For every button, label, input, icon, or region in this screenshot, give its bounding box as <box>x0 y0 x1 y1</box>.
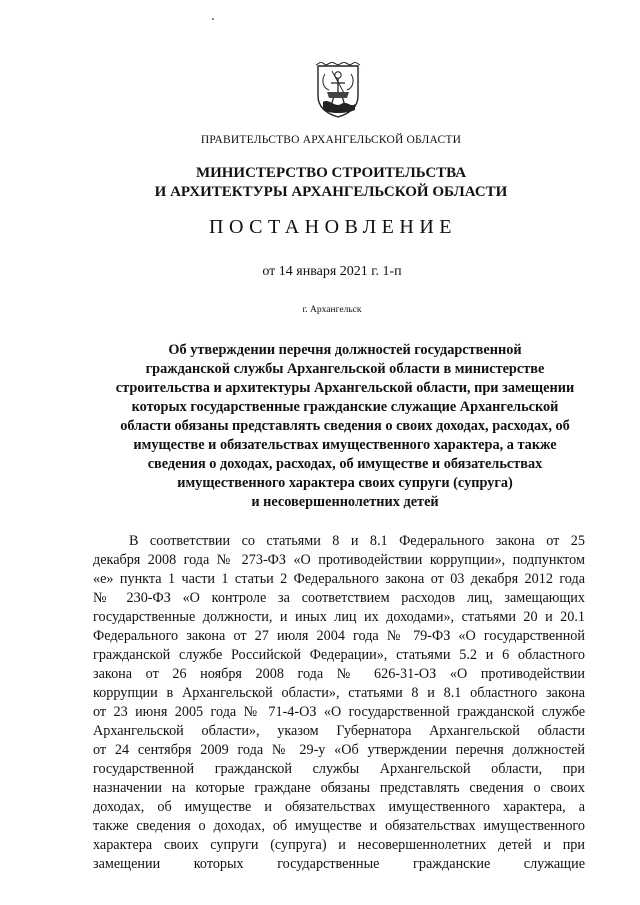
title-line: гражданской службы Архангельской области в министерстве <box>145 361 545 377</box>
body-line: от 23 июня 2005 года № 71-4-ОЗ «О государственной гражданской службе <box>93 704 585 720</box>
ministry-name <box>0 164 640 202</box>
title-line: имуществе и обязательствах имущественного характера, а также <box>133 437 557 453</box>
ministry-line-1: МИНИСТЕРСТВО СТРОИТЕЛЬСТВА <box>195 165 467 181</box>
body-line: коррупции в Архангельской области», статьями 8 и 8.1 областного закона <box>93 685 585 701</box>
body-line: гражданской службе Российской Федерации», статьями 5.2 и 6 областного <box>93 647 585 663</box>
body-line: закона от 26 ноября 2008 года № 626-31-ОЗ «О противодействии <box>93 666 585 682</box>
title-line: области обязаны представлять сведения о своих доходах, расходах, об <box>120 418 570 434</box>
body-line: В соответствии со статьями 8 и 8.1 Федерального закона от 25 <box>129 533 585 549</box>
body-paragraph <box>93 532 585 874</box>
body-line: декабря 2008 года № 273-ФЗ «О противодействии коррупции», подпунктом <box>93 552 585 568</box>
body-line: назначении на которые граждане обязаны представлять сведения о своих <box>93 780 585 796</box>
body-line: Архангельской области», указом Губернатора Архангельской области <box>93 723 585 739</box>
title-line: Об утверждении перечня должностей государственной <box>168 342 522 358</box>
body-line: № 230-ФЗ «О контроле за соответствием расходов лиц, замещающих <box>93 590 585 606</box>
document-date-number: от 14 января 2021 г. 1-п <box>262 264 402 279</box>
title-line: и несовершеннолетних детей <box>251 494 439 510</box>
body-line: государственные должности, и иных лиц их доходами», статьями 20 и 20.1 <box>93 609 585 625</box>
title-line: которых государственные гражданские служащие Архангельской <box>131 399 559 415</box>
title-line: сведения о доходах, расходах, об имуществе и обязательствах <box>147 456 543 472</box>
coat-of-arms-emblem-icon <box>315 62 361 118</box>
body-line: доходах, об имуществе и обязательствах имущественного характера, а <box>93 799 585 815</box>
scan-speck <box>212 18 214 20</box>
title-line: имущественного характера своих супруги (супруга) <box>177 475 513 491</box>
body-line: от 24 сентября 2009 года № 29-у «Об утверждении перечня должностей <box>93 742 585 758</box>
government-name: ПРАВИТЕЛЬСТВО АРХАНГЕЛЬСКОЙ ОБЛАСТИ <box>200 134 462 146</box>
title-line: строительства и архитектуры Архангельской области, при замещении <box>115 380 575 396</box>
body-line: замещении которых государственные гражданские служащие <box>93 856 585 872</box>
ministry-line-2: И АРХИТЕКТУРЫ АРХАНГЕЛЬСКОЙ ОБЛАСТИ <box>154 184 508 200</box>
body-line: государственной гражданской службы Архангельской области, при <box>93 761 585 777</box>
document-city: г. Архангельск <box>302 305 362 315</box>
document-type-heading: ПОСТАНОВЛЕНИЕ <box>209 216 457 238</box>
body-line: также сведения о доходах, об имуществе и обязательствах имущественного <box>93 818 585 834</box>
body-line: характера своих супруги (супруга) и несовершеннолетних детей и при <box>93 837 585 853</box>
body-line: Федерального закона от 27 июля 2004 года № 79-ФЗ «О государственной <box>93 628 585 644</box>
document-title <box>90 341 600 512</box>
body-line: «е» пункта 1 части 1 статьи 2 Федерального закона от 03 декабря 2012 года <box>93 571 585 587</box>
